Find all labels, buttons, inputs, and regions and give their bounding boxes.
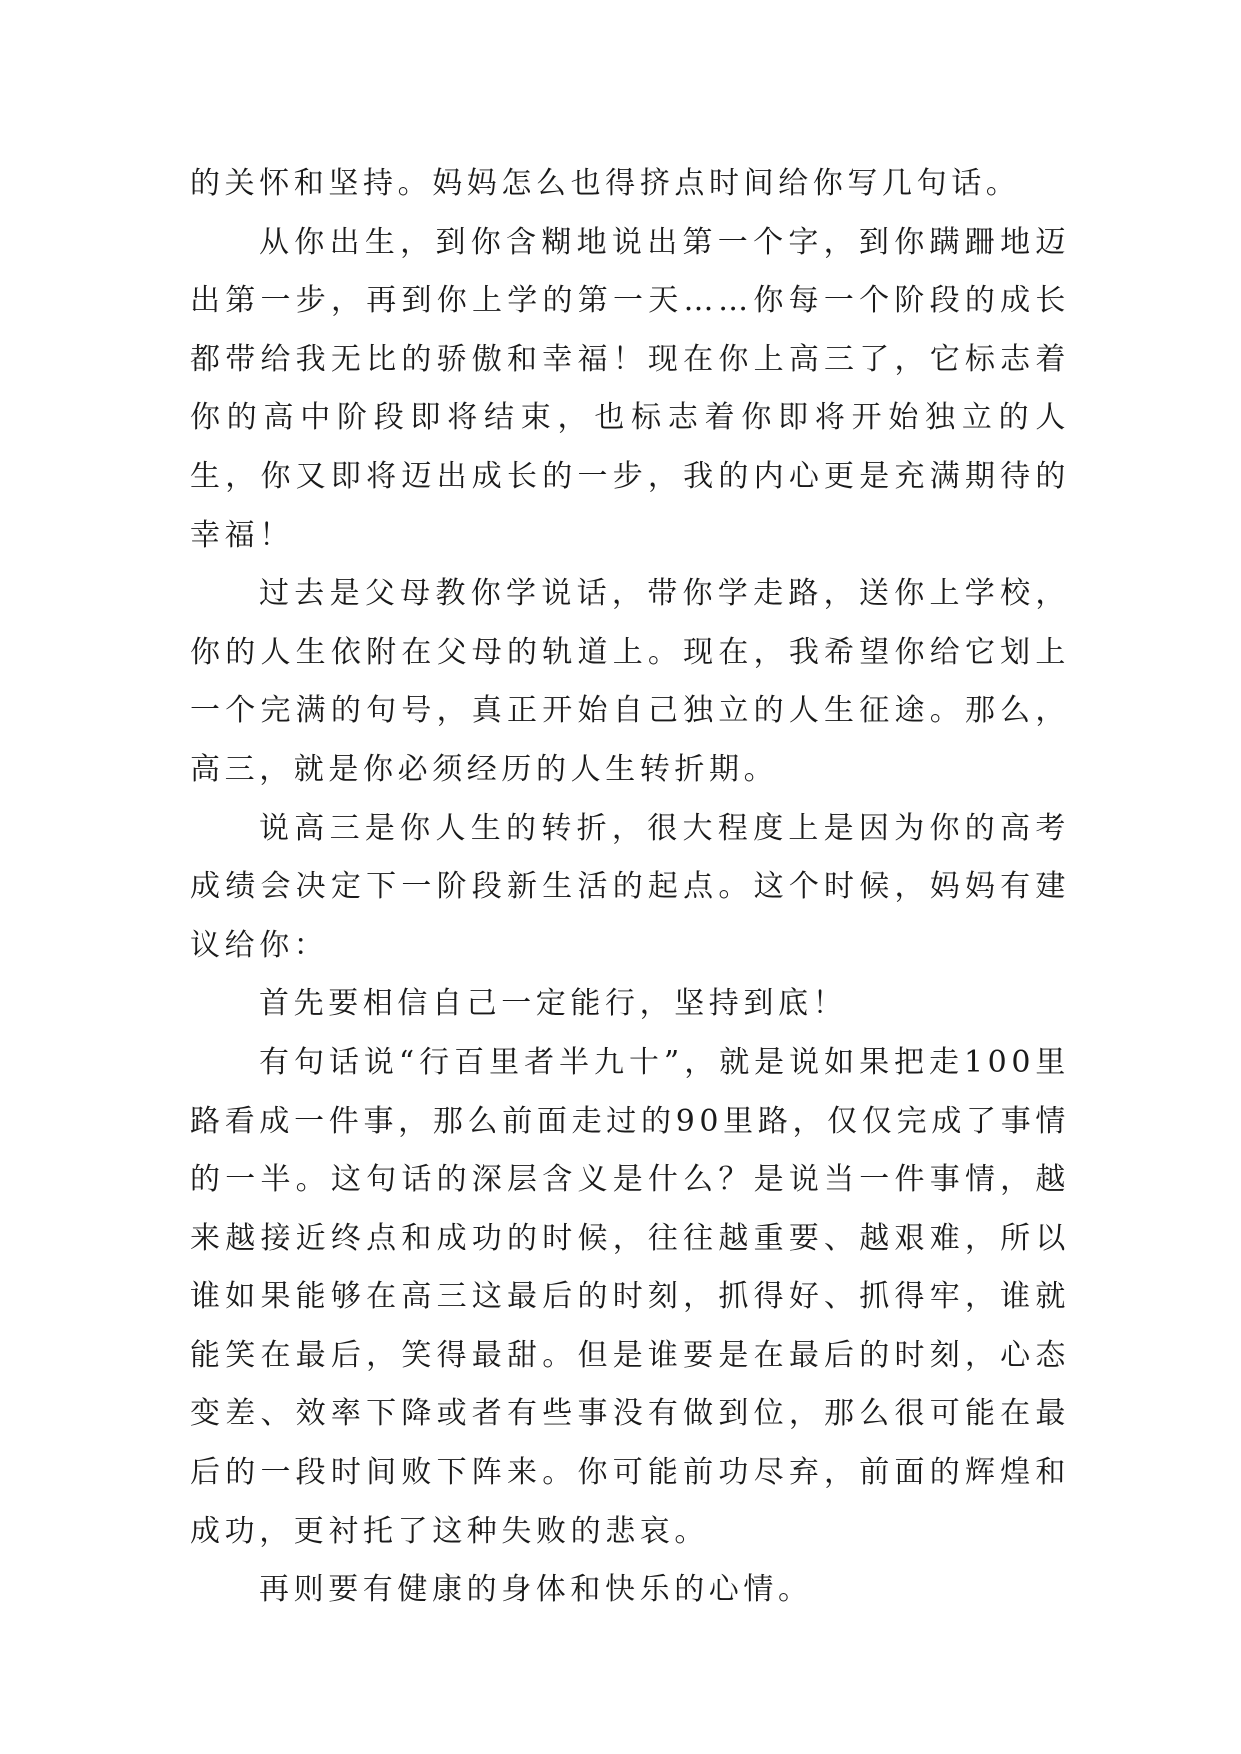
paragraph: 从你出生，到你含糊地说出第一个字，到你蹒跚地迈出第一步，再到你上学的第一天……你每一个阶段的成长都带给我无比的骄傲和幸福！现在你上高三了，它标志着你的高中阶段即将结束，也标志着你即将开始独立的人生，你又即将迈出成长的一步，我的内心更是充满期待的幸福！ (190, 224, 1070, 553)
paragraph-continued: 的关怀和坚持。妈妈怎么也得挤点时间给你写几句话。 (190, 166, 1021, 201)
paragraph: 再则要有健康的身体和快乐的心情。 (259, 1572, 813, 1608)
paragraph: 过去是父母教你学说话，带你学走路，送你上学校，你的人生依附在父母的轨道上。现在，我希望你给它划上一个完满的句号，真正开始自己独立的人生征途。那么，高三，就是你必须经历的人生转折期。 (190, 576, 1070, 787)
letter-body (190, 155, 1070, 1620)
paragraph: 首先要相信自己一定能行，坚持到底！ (259, 986, 848, 1022)
paragraph: 说高三是你人生的转折，很大程度上是因为你的高考成绩会决定下一阶段新生活的起点。这个时候，妈妈有建议给你： (190, 810, 1070, 963)
paragraph: 有句话说“行百里者半九十”，就是说如果把走100里路看成一件事，那么前面走过的90里路，仅仅完成了事情的一半。这句话的深层含义是什么？是说当一件事情，越来越接近终点和成功的时候，往往越重要、越艰难，所以谁如果能够在高三这最后的时刻，抓得好、抓得牢，谁就能笑在最后，笑得最甜。但是谁要是在最后的时刻，心态变差、效率下降或者有些事没有做到位，那么很可能在最后的一段时间败下阵来。你可能前功尽弃，前面的辉煌和成功，更衬托了这种失败的悲哀。 (190, 1044, 1070, 1549)
